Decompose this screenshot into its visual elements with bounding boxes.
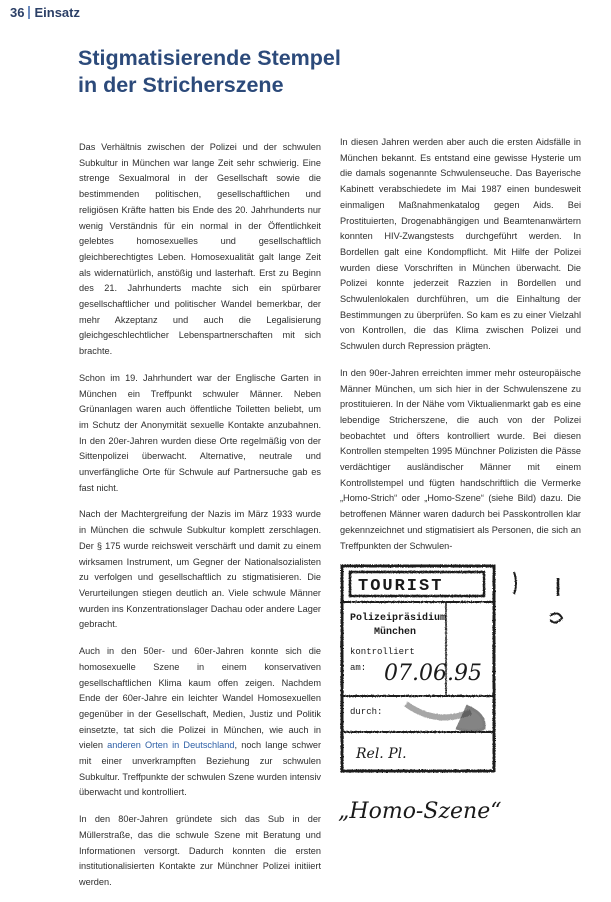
paragraph: In den 80er-Jahren gründete sich das Sub in der Müllerstraße, das die schwule Szene mit Beratung und Informationen versorgt. Dadurch konnten die ersten institutionalisierten Kontakte zur Münchner Polizei initiiert werden. [79,814,321,887]
paragraph: Nach der Machtergreifung der Nazis im März 1933 wurde in München die schwule Subkultur komplett zerschlagen. Der § 175 wurde reichsweit verschärft und damit zu einem wirksamen Instrument, um Gegner der Nationalsozialisten zu verfolgen und gesellschaftlich zu stigmatisieren. Die Verurteilungen stiegen deutlich an. Viele schwule Männer wurden ins Konzentrationslager Dachau oder andere Lager gebracht. [79,509,321,630]
stamp-line: München [374,627,417,638]
section-label: Einsatz [34,4,80,20]
title-line-1: Stigmatisierende Stempel [78,46,341,70]
paragraph: Schon im 19. Jahrhundert war der Englische Garten in München ein Treffpunkt schwuler Männer. Neben Grünanlagen waren auch öffentliche Toiletten beliebt, um im Schutz der Anonymität sexuelle Kontakte anzubahnen. In den 20er-Jahren wurden diese Orte regelmäßig von der Sittenpolizei überwacht. Alternative, neutrale und unverfängliche Orte für Schwule auf Partnersuche gab es fast nicht. [79,372,321,493]
inline-link[interactable]: anderen Orten in Deutschland [107,740,235,751]
stamp-date: 07.06.95 [384,661,482,686]
stamp-line: am: [350,663,367,673]
paragraph: In den 90er-Jahren erreichten immer mehr osteuropäische Männer München, um sich hier in der Schwulenszene zu prostituieren. In der Nähe vom Viktualienmarkt gab es eine lebendige Stricherszene, die auch von der Polizei beobachtet und öfters kontrolliert wurde. Bei diesen Kontrollen stempelten 1995 Münchner Polizisten die Pässe verdächtiger ausländischer Männer mit einem Kontrollstempel und fügten handschriftlich die Vermerke „Homo-Strich“ oder „Homo-Szene“ (siehe Bild) dazu. Die betroffenen Männer waren dadurch bei Passkontrollen klar gekennzeichnet und stigmatisiert als Personen, die sich an Treffpunkten der Schwulen- [340,367,581,551]
stamp-line: kontrolliert [350,647,415,657]
stamp-image [336,556,581,846]
left-column [79,140,321,902]
stamp-line: Polizeipräsidium [350,613,447,624]
stamp-illustration [336,556,581,846]
paragraph: Das Verhältnis zwischen der Polizei und der schwulen Subkultur in München war lange Zeit sehr schwierig. Eine strenge Sexualmoral in der Gesellschaft sowie die bestimmenden politischen, gesellschaftlichen und religiösen Kräfte hatten bis Ende des 20. Jahrhunderts nur wenig Verständnis für ein normal in der Öffentlichkeit gelebtes homosexuelles und gesellschaftlich gleichberechtigtes Leben. Homosexualität galt lange Zeit als widernatürlich, anstößig und lasterhaft. Erst zu Beginn des 21. Jahrhunderts machte sich ein spürbarer gesellschaftlicher und politischer Wandel bemerkbar, der mehr Akzeptanz und auch die Legalisierung gleichgeschlechtlicher Lebenspartnerschaften mit sich brachte. [79,142,321,357]
title-line-2: in der Stricherszene [78,73,284,97]
right-column [340,135,581,565]
header-divider [28,6,30,19]
stamp-signature: Rel. Pl. [356,746,407,762]
page-number: 36 [10,4,25,20]
paragraph: Auch in den 50er- und 60er-Jahren konnte sich die homosexuelle Szene in einem konservativen gesellschaftlichen Klima kaum offen zeigen. Nachdem Ende der 60er-Jahre ein leichter Wandel Homosexuellen gegenüber in der Gesellschaft, Medien, Justiz und Politik einsetzte, tat sich die Polizei in München, wie auch in vielen anderen Orten in Deutschland, noch lange schwer mit einer unverkrampften Beziehung zur schwulen Subkultur. Treffpunkte der schwulen Szene wurden intensiv überwacht und kontrolliert. [79,646,322,798]
page-header [10,3,80,21]
page-title [78,45,548,99]
paragraph: In diesen Jahren werden aber auch die ersten Aidsfälle in München bekannt. Es entstand eine gewisse Hysterie um die damals sogenannte Schwulenseuche. Das Bayerische Kabinett verabschiedete im Mai 1987 einen bundesweit einmaligen Maßnahmenkatalog gegen Aids. Bei Prostituierten, Drogenabhängigen und Beamtenanwärtern konnten HIV-Zwangstests durchgeführt werden. In Bordellen galt eine Kondompflicht. Mit Hilfe der Polizei wurden diese Vorschriften in München überwacht. Die Polizei konnte jederzeit Razzien in Bordellen und Schwulenlokalen durchführen, um die Einhaltung der Bestimmungen zu überprüfen. So kam es zu einer Vielzahl von Kontrollen, die das Klima zwischen Polizei und Schwulen durch Repression prägten. [340,137,581,352]
stamp-tourist: TOURIST [358,577,444,596]
handwritten-note: „Homo-Szene“ [338,799,502,824]
stamp-line: durch: [350,707,383,717]
